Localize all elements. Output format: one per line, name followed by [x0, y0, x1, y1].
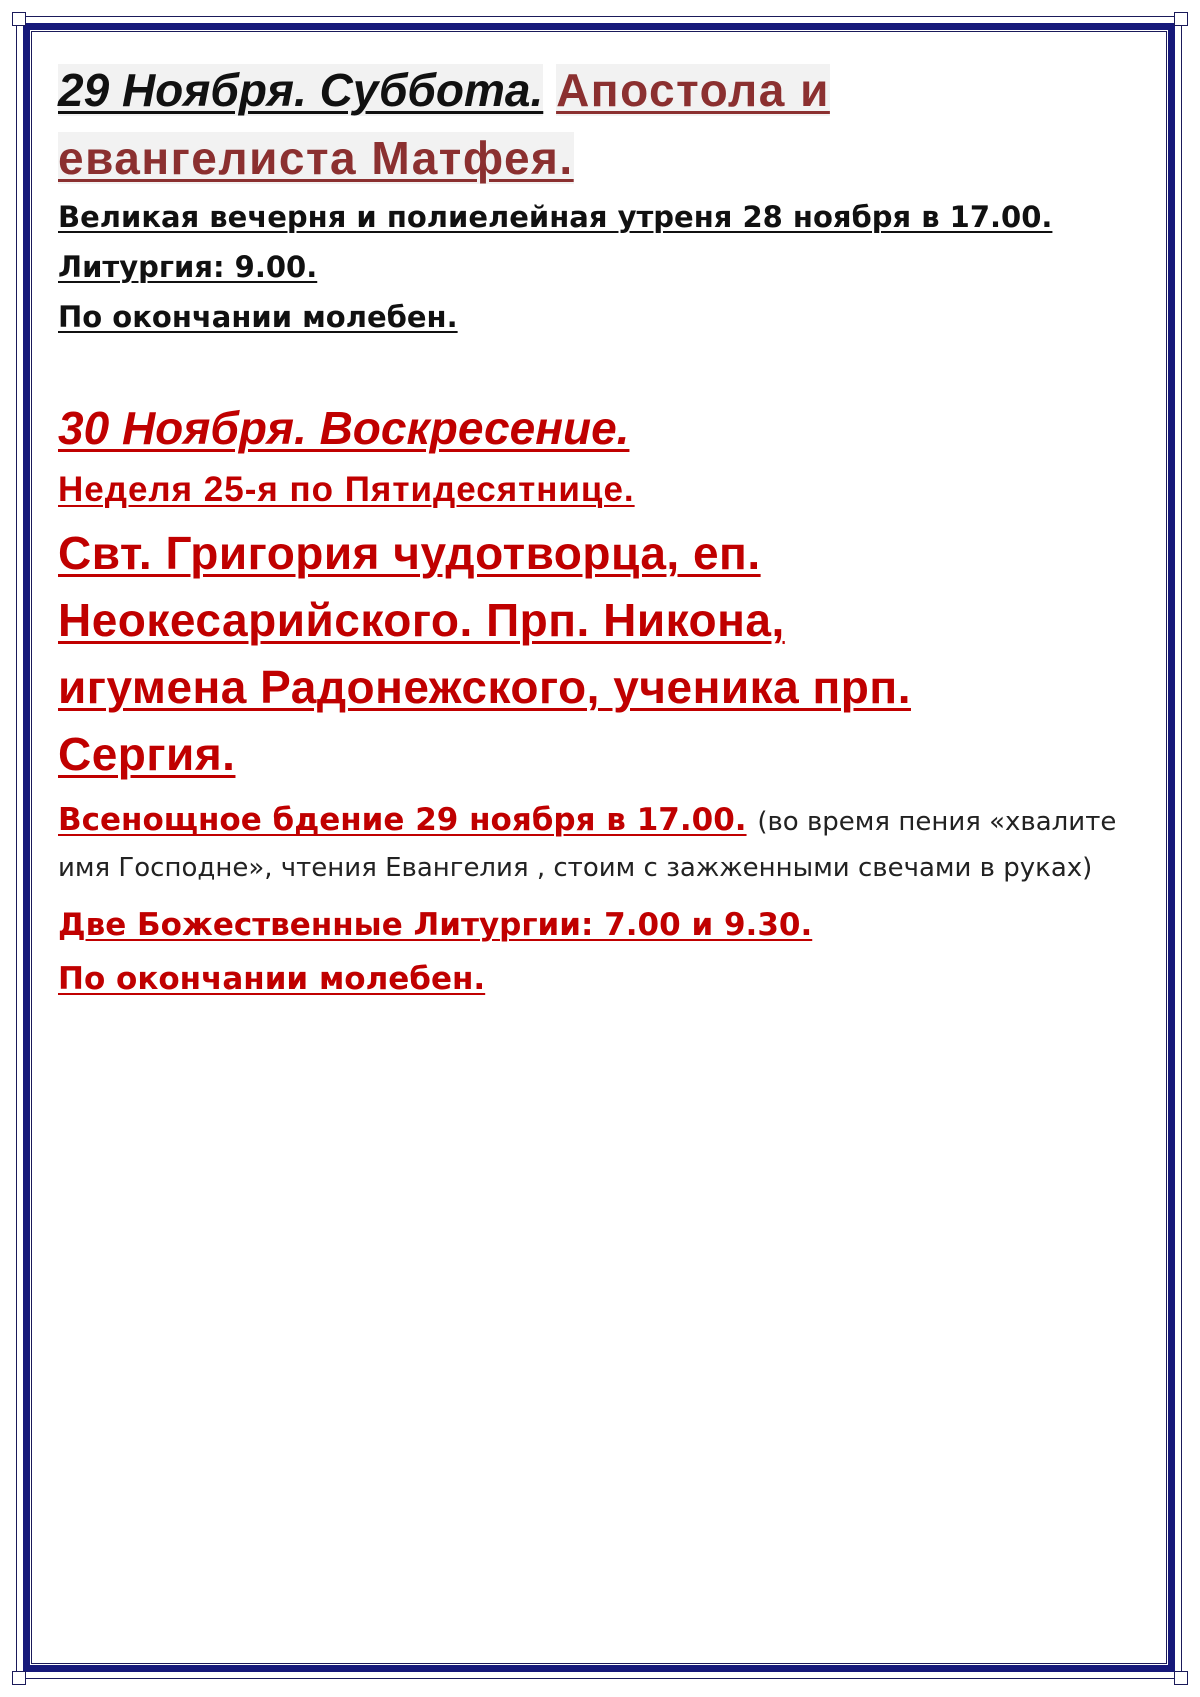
saturday-feast: Апостола и евангелиста Матфея. [58, 64, 830, 184]
saturday-service-line: По окончании молебен. [58, 300, 458, 334]
sunday-date: 30 Ноября. Воскресение. [58, 402, 630, 454]
saints-line: Свт. Григория чудотворца, еп. [58, 527, 761, 579]
saints-line: Неокесарийского. Прп. Никона, [58, 594, 785, 646]
saturday-services [58, 192, 1138, 342]
saturday-date: 29 Ноября. Суббота. [58, 64, 544, 116]
vigil-note: (во время пения «хвалите имя Господне», чтения Евангелия , стоим с зажженными свечами в руках) [58, 807, 1117, 883]
frame-corner [1174, 12, 1188, 26]
saturday-heading [58, 56, 1138, 192]
frame-corner [12, 1671, 26, 1685]
frame-corner [12, 12, 26, 26]
schedule-content [58, 56, 1138, 1006]
frame-corner [1174, 1671, 1188, 1685]
sunday-liturgies: Две Божественные Литургии: 7.00 и 9.30. [58, 907, 813, 943]
saints-line: Сергия. [58, 728, 236, 780]
sunday-moleben: По окончании молебен. [58, 961, 486, 997]
saturday-service-line: Литургия: 9.00. [58, 250, 318, 284]
saturday-service-line: Великая вечерня и полиелейная утреня 28 ноября в 17.00. [58, 200, 1053, 234]
sunday-week: Неделя 25-я по Пятидесятнице. [58, 470, 635, 509]
vigil-time: Всенощное бдение 29 ноября в 17.00. [58, 802, 747, 838]
saints-line: игумена Радонежского, ученика прп. [58, 661, 911, 713]
sunday-vigil [58, 798, 1138, 890]
sunday-saints [58, 520, 1138, 788]
